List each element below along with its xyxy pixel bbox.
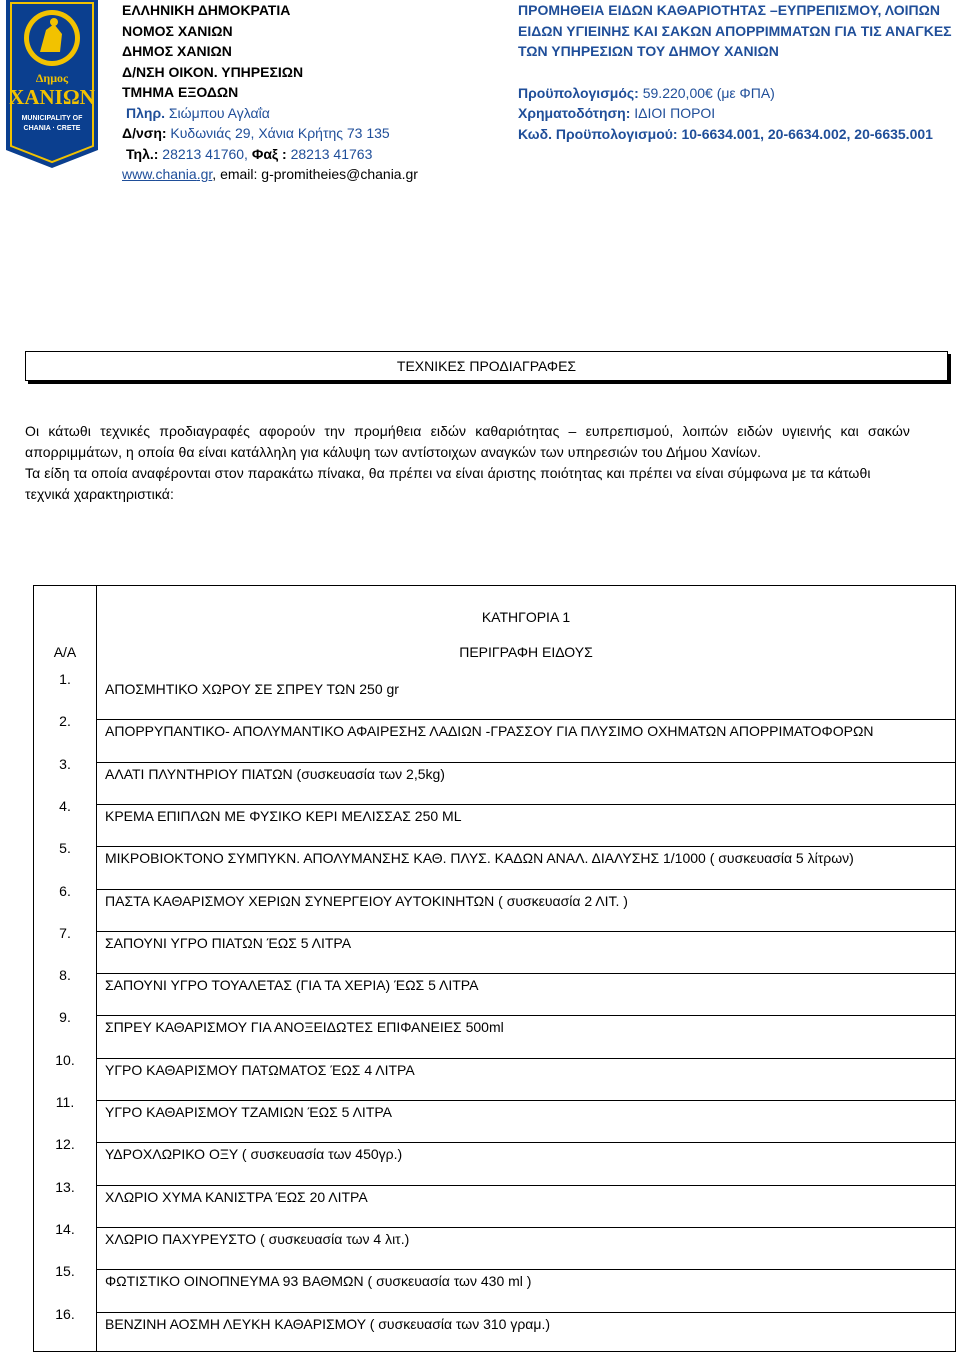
funding-label: Χρηματοδότηση: <box>518 105 631 121</box>
table-row <box>34 1263 955 1311</box>
items-table <box>33 585 956 1352</box>
row-number: 16. <box>55 1305 75 1322</box>
intro-text <box>25 421 910 505</box>
budget-label: Προϋπολογισμός: <box>518 84 639 101</box>
section-title: ΤΕΧΝΙΚΕΣ ΠΡΟΔΙΑΓΡΑΦΕΣ <box>25 351 948 381</box>
row-description: ΜΙΚΡΟΒΙΟΚΤΟΝΟ ΣΥΜΠΥΚΝ. ΑΠΟΛΥΜΑΝΣΗΣ ΚΑΘ. ΠΛΥΣ. ΚΑΔΩΝ ΑΝΑΛ. ΔΙΑΛΥΣΗΣ 1/1000 ( συσκευασία 5 λίτρων) <box>105 850 854 867</box>
table-row <box>34 1009 955 1057</box>
intro-paragraph-2: Τα είδη τα οποία αναφέρονται στον παρακάτω πίνακα, θα πρέπει να είναι άριστης ποιότητας και πρέπει να είναι σύμφωνα με τα κάτωθι τεχνικά χαρακτηριστικά: <box>25 465 871 502</box>
address-value: Κυδωνιάς 29, Χάνια Κρήτης 73 135 <box>170 125 390 141</box>
row-description: ΚΡΕΜΑ ΕΠΙΠΛΩΝ ΜΕ ΦΥΣΙΚΟ ΚΕΡΙ ΜΕΛΙΣΣΑΣ 250 ML <box>105 807 462 824</box>
fax-value: 28213 41763 <box>290 145 373 162</box>
row-description: ΧΛΩΡΙΟ ΠΑΧΥΡΕΥΣΤΟ ( συσκευασία των 4 λιτ.) <box>105 1230 410 1247</box>
column-header-number: Α/Α <box>53 644 77 660</box>
municipality-logo <box>2 0 102 170</box>
row-description: ΑΛΑΤΙ ΠΛΥΝΤΗΡΙΟΥ ΠΙΑΤΩΝ (συσκευασία των 2,5kg) <box>105 765 445 782</box>
funding-line <box>518 103 958 124</box>
website-suffix[interactable]: .gr <box>196 166 213 182</box>
procurement-info <box>518 0 958 144</box>
table-row <box>34 1136 955 1184</box>
table-row <box>34 797 955 846</box>
budget-code-line <box>518 124 958 145</box>
table-row <box>34 1094 955 1142</box>
table-row <box>34 967 955 1015</box>
budget-code-value: 10-6634.001, 20-6634.002, 20-6635.001 <box>681 125 933 142</box>
row-number: 6. <box>59 882 71 899</box>
issuer-line-2: ΝΟΜΟΣ ΧΑΝΙΩΝ <box>122 22 233 39</box>
row-number: 12. <box>55 1136 75 1153</box>
phone-label: Τηλ.: <box>126 145 159 162</box>
logo-sub1-text: MUNICIPALITY OF <box>21 115 83 122</box>
row-description: ΒΕΝΖΙΝΗ ΑΟΣΜΗ ΛΕΥΚΗ ΚΑΘΑΡΙΣΜΟΥ ( συσκευασία των 310 γραμ.) <box>105 1315 551 1332</box>
row-description: ΦΩΤΙΣΤΙΚΟ ΟΙΝΟΠΝΕΥΜΑ 93 ΒΑΘΜΩΝ ( συσκευασία των 430 ml ) <box>105 1273 532 1290</box>
row-number: 13. <box>55 1178 75 1195</box>
phone-fax <box>122 144 502 165</box>
category-header: ΚΑΤΗΓΟΡΙΑ 1 <box>481 609 571 625</box>
fax-label: Φαξ : <box>251 145 287 162</box>
row-description: ΥΔΡΟΧΛΩΡΙΚΟ ΟΞΥ ( συσκευασία των 450γρ.) <box>105 1146 403 1163</box>
website-link[interactable]: www.chania <box>122 166 197 182</box>
table-row <box>34 840 955 888</box>
issuer-line-1: ΕΛΛΗΝΙΚΗ ΔΗΜΟΚΡΑΤΙΑ <box>122 2 291 18</box>
row-number: 11. <box>55 1094 75 1110</box>
column-header-description: ΠΕΡΙΓΡΑΦΗ ΕΙΔΟΥΣ <box>459 644 593 660</box>
logo-sub2-text: CHANIA · CRETE <box>23 125 81 132</box>
intro-paragraph-1: Οι κάτωθι τεχνικές προδιαγραφές αφορούν την προμήθεια ειδών καθαριότητας – ευπρεπισμού, λοιπών ειδών υγιεινής και σακών απορριμμάτων, η οποία θα είναι κατάλληλη για κάλυψη των αντίστοιχων αναγκών των υπηρεσιών του Δήμου Χανίων. <box>25 423 910 460</box>
issuer-line-3: ΔΗΜΟΣ ΧΑΝΙΩΝ <box>122 43 232 59</box>
phone-value: 28213 41760, <box>162 145 248 162</box>
row-description: ΣΠΡΕΥ ΚΑΘΑΡΙΣΜΟΥ ΓΙΑ ΑΝΟΞΕΙΔΩΤΕΣ ΕΠΙΦΑΝΕΙΕΣ 500ml <box>105 1019 504 1036</box>
row-description: ΑΠΟΡΡΥΠΑΝΤΙΚΟ- ΑΠΟΛΥΜΑΝΤΙΚΟ ΑΦΑΙΡΕΣΗΣ ΛΑΔΙΩΝ -ΓΡΑΣΣΟΥ ΓΙΑ ΠΛΥΣΙΜΟ ΟΧΗΜΑΤΩΝ ΑΠΟΡΡΙΜΑΤΟΦΟΡΩΝ <box>105 723 874 740</box>
row-number: 10. <box>55 1051 75 1068</box>
row-description: ΠΑΣΤΑ ΚΑΘΑΡΙΣΜΟΥ ΧΕΡΙΩΝ ΣΥΝΕΡΓΕΙΟΥ ΑΥΤΟΚΙΝΗΤΩΝ ( συσκευασία 2 ΛΙΤ. ) <box>105 892 628 909</box>
budget-code-label: Κωδ. Προϋπολογισμού: <box>518 125 678 142</box>
funding-value: ΙΔΙΟΙ ΠΟΡΟΙ <box>634 105 716 121</box>
procurement-title: ΠΡΟΜΗΘΕΙΑ ΕΙΔΩΝ ΚΑΘΑΡΙΟΤΗΤΑΣ –ΕΥΠΡΕΠΙΣΜΟΥ, ΛΟΙΠΩΝ ΕΙΔΩΝ ΥΓΙΕΙΝΗΣ ΚΑΙ ΣΑΚΩΝ ΑΠΟΡΡΙΜΜΑΤΩΝ ΓΙΑ ΤΙΣ ΑΝΑΓΚΕΣ ΤΩΝ ΥΠΗΡΕΣΙΩΝ ΤΟΥ ΔΗΜΟΥ ΧΑΝΙΩΝ <box>518 2 952 59</box>
row-description: ΑΠΟΣΜΗΤΙΚΟ ΧΩΡΟΥ ΣΕ ΣΠΡΕΥ ΤΩΝ 250 gr <box>105 681 399 697</box>
row-description: ΥΓΡΟ ΚΑΘΑΡΙΣΜΟΥ ΤΖΑΜΙΩΝ ΈΩΣ 5 ΛΙΤΡΑ <box>105 1104 393 1120</box>
contact-label: Πληρ. <box>126 104 165 121</box>
web-email <box>122 164 502 185</box>
email-text: , email: g-promitheies@chania.gr <box>212 166 418 182</box>
row-number: 5. <box>59 840 71 857</box>
row-number: 9. <box>59 1009 71 1026</box>
row-number: 14. <box>55 1220 75 1237</box>
logo-top-text: Δημος <box>35 71 69 85</box>
table-row <box>34 671 955 719</box>
logo-main-text: ΧΑΝΙΩΝ <box>9 85 95 109</box>
row-description: ΥΓΡΟ ΚΑΘΑΡΙΣΜΟΥ ΠΑΤΩΜΑΤΟΣ ΈΩΣ 4 ΛΙΤΡΑ <box>105 1061 415 1078</box>
row-number: 4. <box>59 797 71 814</box>
table-row <box>34 1305 955 1354</box>
budget-line <box>518 83 958 104</box>
row-number: 7. <box>59 924 71 941</box>
contact-value: Σιώμπου Αγλαΐα <box>168 104 270 121</box>
row-description: ΧΛΩΡΙΟ ΧΥΜΑ ΚΑΝΙΣΤΡΑ ΈΩΣ 20 ΛΙΤΡΑ <box>105 1188 368 1205</box>
row-number: 8. <box>59 967 71 984</box>
row-number: 2. <box>59 713 71 730</box>
row-description: ΣΑΠΟΥΝΙ ΥΓΡΟ ΤΟΥΑΛΕΤΑΣ (ΓΙΑ ΤΑ ΧΕΡΙΑ) ΈΩΣ 5 ΛΙΤΡΑ <box>105 977 479 994</box>
table-row <box>34 882 955 931</box>
issuer-line-5: ΤΜΗΜΑ ΕΞΟΔΩΝ <box>122 84 239 100</box>
row-number: 1. <box>59 671 71 687</box>
table-row <box>34 713 955 761</box>
table-row <box>34 755 955 804</box>
table-row <box>34 1051 955 1100</box>
table-row <box>34 924 955 973</box>
issuer-line-4: Δ/ΝΣΗ ΟΙΚΟΝ. ΥΠΗΡΕΣΙΩΝ <box>122 63 304 80</box>
issuer-block <box>122 0 502 185</box>
row-number: 3. <box>59 755 71 772</box>
contact-person <box>122 103 502 124</box>
row-number: 15. <box>55 1263 75 1280</box>
address <box>122 123 502 144</box>
table-row <box>34 1220 955 1269</box>
row-description: ΣΑΠΟΥΝΙ ΥΓΡΟ ΠΙΑΤΩΝ ΈΩΣ 5 ΛΙΤΡΑ <box>105 934 352 951</box>
budget-value: 59.220,00€ (με ΦΠΑ) <box>642 84 775 101</box>
table-row <box>34 1178 955 1227</box>
address-label: Δ/νση: <box>122 125 167 141</box>
